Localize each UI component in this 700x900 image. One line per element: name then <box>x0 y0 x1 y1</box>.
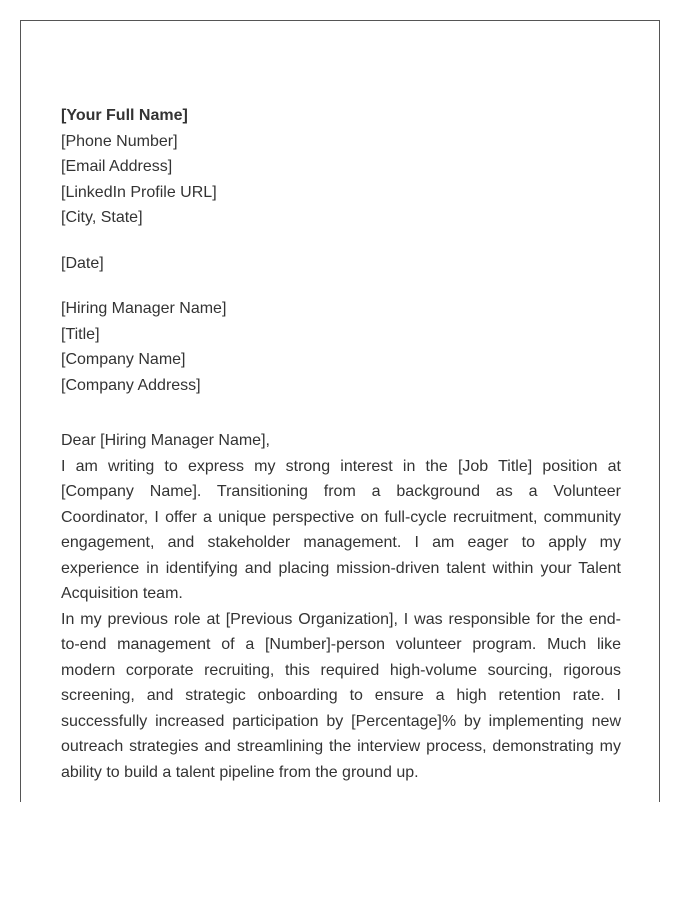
sender-block <box>61 103 621 231</box>
sender-phone: [Phone Number] <box>61 132 178 150</box>
sender-name: [Your Full Name] <box>61 107 188 124</box>
body-paragraph-1: I am writing to express my strong interest in the [Job Title] position at [Company Name]. Transitioning from a background as a Volunteer Coordinator, I offer a unique perspective on full-cycle recruitment, community engagement, and stakeholder management. I am eager to apply my experience in identifying and placing mission-driven talent within your Talent Acquisition team. <box>61 457 621 602</box>
sender-email: [Email Address] <box>61 158 173 175</box>
letter-page <box>20 20 660 802</box>
sender-location: [City, State] <box>61 209 143 226</box>
salutation: Dear [Hiring Manager Name], <box>61 432 270 449</box>
recipient-company: [Company Name] <box>61 351 186 368</box>
body-paragraph-2: In my previous role at [Previous Organization], I was responsible for the end-to-end management of a [Number]-person volunteer program. Much like modern corporate recruiting, this required high-volume sourcing, rigorous screening, and strategic onboarding to ensure a high retention rate. I successfully increased participation by [Percentage]% by implementing new outreach strategies and streamlining the interview process, demonstrating my ability to build a talent pipeline from the ground up. <box>61 610 621 781</box>
recipient-address: [Company Address] <box>61 376 201 394</box>
date-block <box>61 251 621 277</box>
recipient-name: [Hiring Manager Name] <box>61 300 227 317</box>
recipient-title: [Title] <box>61 325 100 343</box>
salutation-block <box>61 428 621 454</box>
letter-content <box>61 103 621 785</box>
letter-date: [Date] <box>61 254 104 272</box>
sender-linkedin: [LinkedIn Profile URL] <box>61 183 217 201</box>
recipient-block <box>61 296 621 398</box>
